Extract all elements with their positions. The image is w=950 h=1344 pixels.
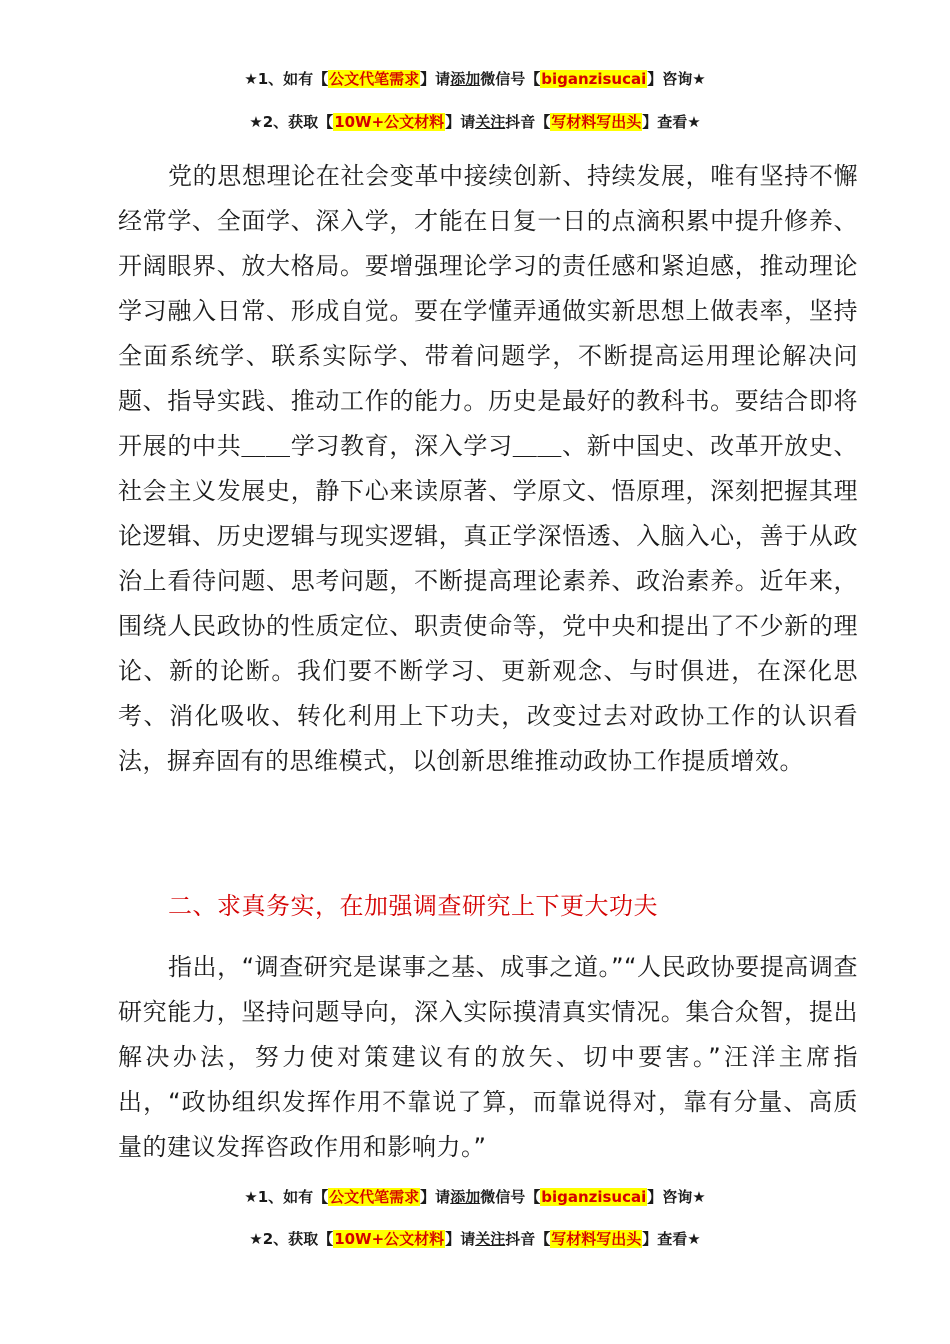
banner-prefix: ★1、如有【 xyxy=(244,1188,329,1206)
body-paragraph-1: 党的思想理论在社会变革中接续创新、持续发展，唯有坚持不懈经常学、全面学、深入学，才能在日复一日的点滴积累中提升修养、开阔眼界、放大格局。要增强理论学习的责任感和紧迫感，推动理论学习融入日常、形成自觉。要在学懂弄通做实新思想上做表率，坚持全面系统学、联系实际学、带着问题学，不断提高运用理论解决问题、指导实践、推动工作的能力。历史是最好的教科书。要结合即将开展的中共＿＿学习教育，深入学习＿＿、新中国史、改革开放史、社会主义发展史，静下心来读原著、学原文、悟原理，深刻把握其理论逻辑、历史逻辑与现实逻辑，真正学深悟透、入脑入心，善于从政治上看待问题、思考问题，不断提高理论素养、政治素养。近年来，围绕人民政协的性质定位、职责使命等，党中央和提出了不少新的理论、新的论断。我们要不断学习、更新观念、与时俱进，在深化思考、消化吸收、转化利用上下功夫，改变过去对政协工作的认识看法，摒弃固有的思维模式，以创新思维推动政协工作提质增效。 xyxy=(118,162,858,775)
banner-highlight-wechat-id: biganzisucai xyxy=(541,1188,647,1206)
banner-underlined-text: 关注 xyxy=(475,1230,506,1248)
bottom-banner-line-1 xyxy=(0,1186,950,1208)
banner-text: 微信号【 xyxy=(480,1188,541,1206)
banner-prefix: ★2、获取【 xyxy=(249,113,334,131)
banner-underlined-text: 关注 xyxy=(475,113,506,131)
bottom-banner-line-2 xyxy=(0,1228,950,1250)
banner-text: 抖音【 xyxy=(505,1230,551,1248)
banner-prefix: ★2、获取【 xyxy=(249,1230,334,1248)
banner-underlined-text: 添加 xyxy=(450,1188,481,1206)
banner-highlight-douyin-id: 写材料写出头 xyxy=(551,113,642,131)
banner-text: 抖音【 xyxy=(505,113,551,131)
body-paragraph-2: 指出，“调查研究是谋事之基、成事之道。”“人民政协要提高调查研究能力，坚持问题导向，深入实际摸清真实情况。集合众智，提出解决办法，努力使对策建议有的放矢、切中要害。”汪洋主席指出，“政协组织发挥作用不靠说了算，而靠说得对，靠有分量、高质量的建议发挥咨政作用和影响力。” xyxy=(118,953,858,1161)
banner-highlight-service: 公文代笔需求 xyxy=(329,70,420,88)
top-banner-line-2 xyxy=(0,111,950,133)
banner-highlight-wechat-id: biganzisucai xyxy=(541,70,647,88)
banner-text: 】请 xyxy=(420,70,451,88)
banner-suffix: 】咨询★ xyxy=(647,1188,706,1206)
banner-text: 微信号【 xyxy=(480,70,541,88)
banner-highlight-materials: 10W+公文材料 xyxy=(334,113,445,131)
banner-highlight-materials: 10W+公文材料 xyxy=(334,1230,445,1248)
banner-text: 】请 xyxy=(445,113,476,131)
banner-suffix: 】查看★ xyxy=(642,113,701,131)
banner-underlined-text: 添加 xyxy=(450,70,481,88)
banner-text: 】请 xyxy=(420,1188,451,1206)
banner-prefix: ★1、如有【 xyxy=(244,70,329,88)
section-heading-2: 二、求真务实，在加强调查研究上下更大功夫 xyxy=(168,892,658,920)
banner-highlight-douyin-id: 写材料写出头 xyxy=(551,1230,642,1248)
banner-suffix: 】查看★ xyxy=(642,1230,701,1248)
banner-suffix: 】咨询★ xyxy=(647,70,706,88)
top-banner-line-1 xyxy=(0,68,950,90)
banner-text: 】请 xyxy=(445,1230,476,1248)
banner-highlight-service: 公文代笔需求 xyxy=(329,1188,420,1206)
